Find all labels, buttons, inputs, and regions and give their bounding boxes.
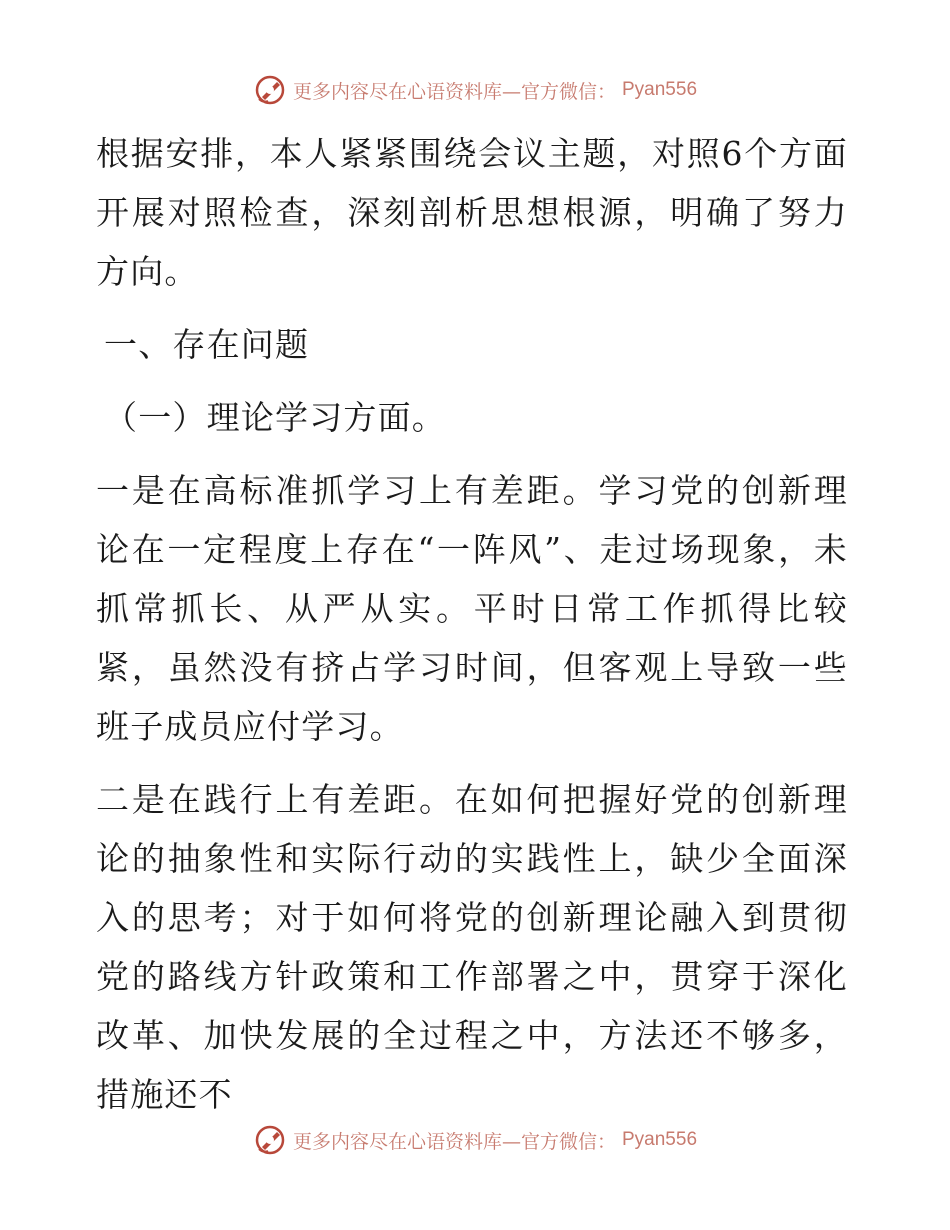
- paragraph-intro: 根据安排，本人紧紧围绕会议主题，对照6个方面开展对照检查，深刻剖析思想根源，明确了努力方向。: [96, 134, 848, 291]
- watermark-text: 更多内容尽在心语资料库—官方微信：: [292, 80, 616, 103]
- section-heading: 一、存在问题: [104, 325, 310, 364]
- paragraph-point-one: 一是在高标准抓学习上有差距。学习党的创新理论在一定程度上存在“一阵风”、走过场现象，未抓常抓长、从严从实。平时日常工作抓得比较紧，虽然没有挤占学习时间，但客观上导致一些班子成员应付学习。: [96, 471, 848, 746]
- brand-logo-icon: [253, 73, 287, 107]
- watermark-wechat-id: Pyan556: [622, 79, 698, 100]
- subsection-heading: （一）理论学习方面。: [104, 398, 446, 437]
- watermark-banner-top: [0, 70, 950, 110]
- document-body: [96, 124, 848, 1138]
- brand-logo-icon: [253, 1123, 287, 1157]
- watermark-text: 更多内容尽在心语资料库—官方微信：: [292, 1130, 616, 1153]
- paragraph-point-two: 二是在践行上有差距。在如何把握好党的创新理论的抽象性和实际行动的实践性上，缺少全面深入的思考；对于如何将党的创新理论融入到贯彻党的路线方针政策和工作部署之中，贯穿于深化改革、加快发展的全过程之中，方法还不够多，措施还不: [96, 780, 848, 1114]
- watermark-banner-bottom: [0, 1120, 950, 1160]
- watermark-wechat-id: Pyan556: [622, 1129, 698, 1150]
